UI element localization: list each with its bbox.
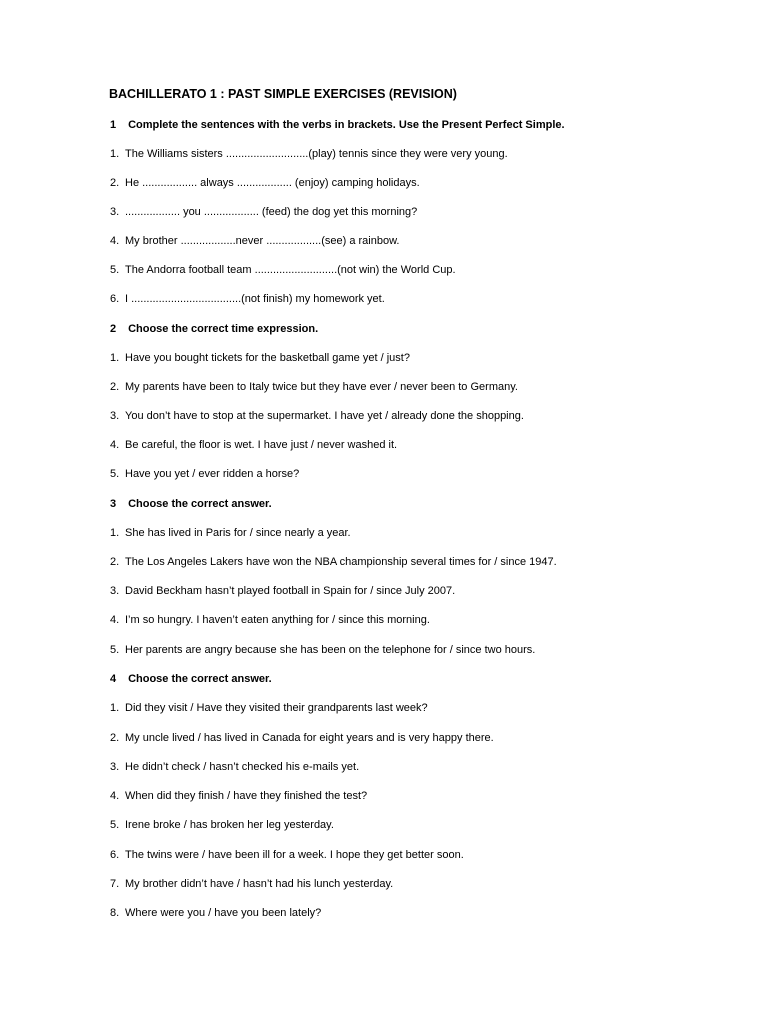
exercise-item — [110, 205, 417, 219]
exercise-item — [110, 701, 428, 715]
item-text: My uncle lived / has lived in Canada for eight years and is very happy there. — [125, 732, 494, 744]
item-text: He .................. always .................. (enjoy) camping holidays. — [125, 177, 420, 189]
item-number: 7. — [110, 878, 120, 890]
exercise-item — [110, 584, 455, 598]
exercise-item — [110, 526, 351, 540]
item-number: 4. — [110, 439, 120, 451]
section-3-heading — [110, 497, 272, 511]
exercise-item — [110, 351, 410, 365]
section-number: 4 — [110, 673, 117, 685]
exercise-item — [110, 643, 535, 657]
item-text: The Los Angeles Lakers have won the NBA championship several times for / since 1947. — [125, 556, 557, 568]
section-heading-text: Complete the sentences with the verbs in brackets. Use the Present Perfect Simple. — [128, 119, 565, 131]
item-number: 5. — [110, 819, 120, 831]
section-number: 3 — [110, 498, 117, 510]
item-text: Where were you / have you been lately? — [125, 907, 322, 919]
section-1-heading — [110, 118, 565, 132]
section-2-heading — [110, 322, 318, 336]
exercise-item — [110, 906, 321, 920]
exercise-item — [110, 234, 399, 248]
exercise-item — [110, 818, 334, 832]
item-number: 3. — [110, 206, 120, 218]
item-text: I ....................................(not finish) my homework yet. — [125, 293, 385, 305]
item-text: I’m so hungry. I haven’t eaten anything for / since this morning. — [125, 614, 430, 626]
item-text: The Williams sisters ...........................(play) tennis since they were very young. — [125, 148, 508, 160]
item-number: 1. — [110, 148, 120, 160]
item-number: 6. — [110, 293, 120, 305]
section-heading-text: Choose the correct answer. — [128, 673, 272, 685]
item-text: Have you yet / ever ridden a horse? — [125, 468, 300, 480]
item-text: Irene broke / has broken her leg yesterday. — [125, 819, 334, 831]
exercise-item — [110, 467, 299, 481]
item-number: 4. — [110, 235, 120, 247]
item-text: She has lived in Paris for / since nearly a year. — [125, 527, 351, 539]
section-4-heading — [110, 672, 272, 686]
item-text: The twins were / have been ill for a week. I hope they get better soon. — [125, 849, 464, 861]
item-number: 3. — [110, 585, 120, 597]
item-text: My brother ..................never ..................(see) a rainbow. — [125, 235, 400, 247]
item-number: 5. — [110, 644, 120, 656]
item-text: Did they visit / Have they visited their grandparents last week? — [125, 702, 428, 714]
item-text: Her parents are angry because she has been on the telephone for / since two hours. — [125, 644, 536, 656]
section-number: 1 — [110, 119, 117, 131]
item-number: 4. — [110, 790, 120, 802]
item-number: 6. — [110, 849, 120, 861]
exercise-item — [110, 380, 518, 394]
exercise-item — [110, 438, 397, 452]
item-number: 8. — [110, 907, 120, 919]
item-number: 5. — [110, 468, 120, 480]
item-number: 1. — [110, 702, 120, 714]
item-text: Have you bought tickets for the basketball game yet / just? — [125, 352, 410, 364]
item-number: 5. — [110, 264, 120, 276]
item-text: .................. you .................. (feed) the dog yet this morning? — [125, 206, 418, 218]
item-number: 1. — [110, 352, 120, 364]
exercise-item — [110, 613, 430, 627]
exercise-item — [110, 760, 359, 774]
section-heading-text: Choose the correct time expression. — [128, 323, 319, 335]
item-text: The Andorra football team ...........................(not win) the World Cup. — [125, 264, 456, 276]
item-text: He didn’t check / hasn’t checked his e-mails yet. — [125, 761, 360, 773]
item-number: 2. — [110, 381, 120, 393]
exercise-item — [110, 409, 524, 423]
item-text: My brother didn’t have / hasn’t had his lunch yesterday. — [125, 878, 394, 890]
exercise-item — [110, 877, 393, 891]
item-number: 3. — [110, 410, 120, 422]
section-heading-text: Choose the correct answer. — [128, 498, 272, 510]
exercise-item — [110, 263, 456, 277]
exercise-item — [110, 176, 420, 190]
item-number: 2. — [110, 556, 120, 568]
item-text: When did they finish / have they finished the test? — [125, 790, 368, 802]
item-number: 3. — [110, 761, 120, 773]
item-text: You don’t have to stop at the supermarket. I have yet / already done the shopping. — [125, 410, 524, 422]
item-text: David Beckham hasn’t played football in Spain for / since July 2007. — [125, 585, 456, 597]
item-text: Be careful, the floor is wet. I have just / never washed it. — [125, 439, 398, 451]
item-text: My parents have been to Italy twice but they have ever / never been to Germany. — [125, 381, 518, 393]
exercise-item — [110, 555, 557, 569]
page-title: BACHILLERATO 1 : PAST SIMPLE EXERCISES (REVISION) — [109, 87, 457, 101]
exercise-item — [110, 848, 464, 862]
exercise-item — [110, 292, 385, 306]
item-number: 2. — [110, 732, 120, 744]
exercise-item — [110, 147, 508, 161]
item-number: 4. — [110, 614, 120, 626]
section-number: 2 — [110, 323, 117, 335]
item-number: 2. — [110, 177, 120, 189]
exercise-item — [110, 789, 367, 803]
exercise-item — [110, 731, 494, 745]
item-number: 1. — [110, 527, 120, 539]
